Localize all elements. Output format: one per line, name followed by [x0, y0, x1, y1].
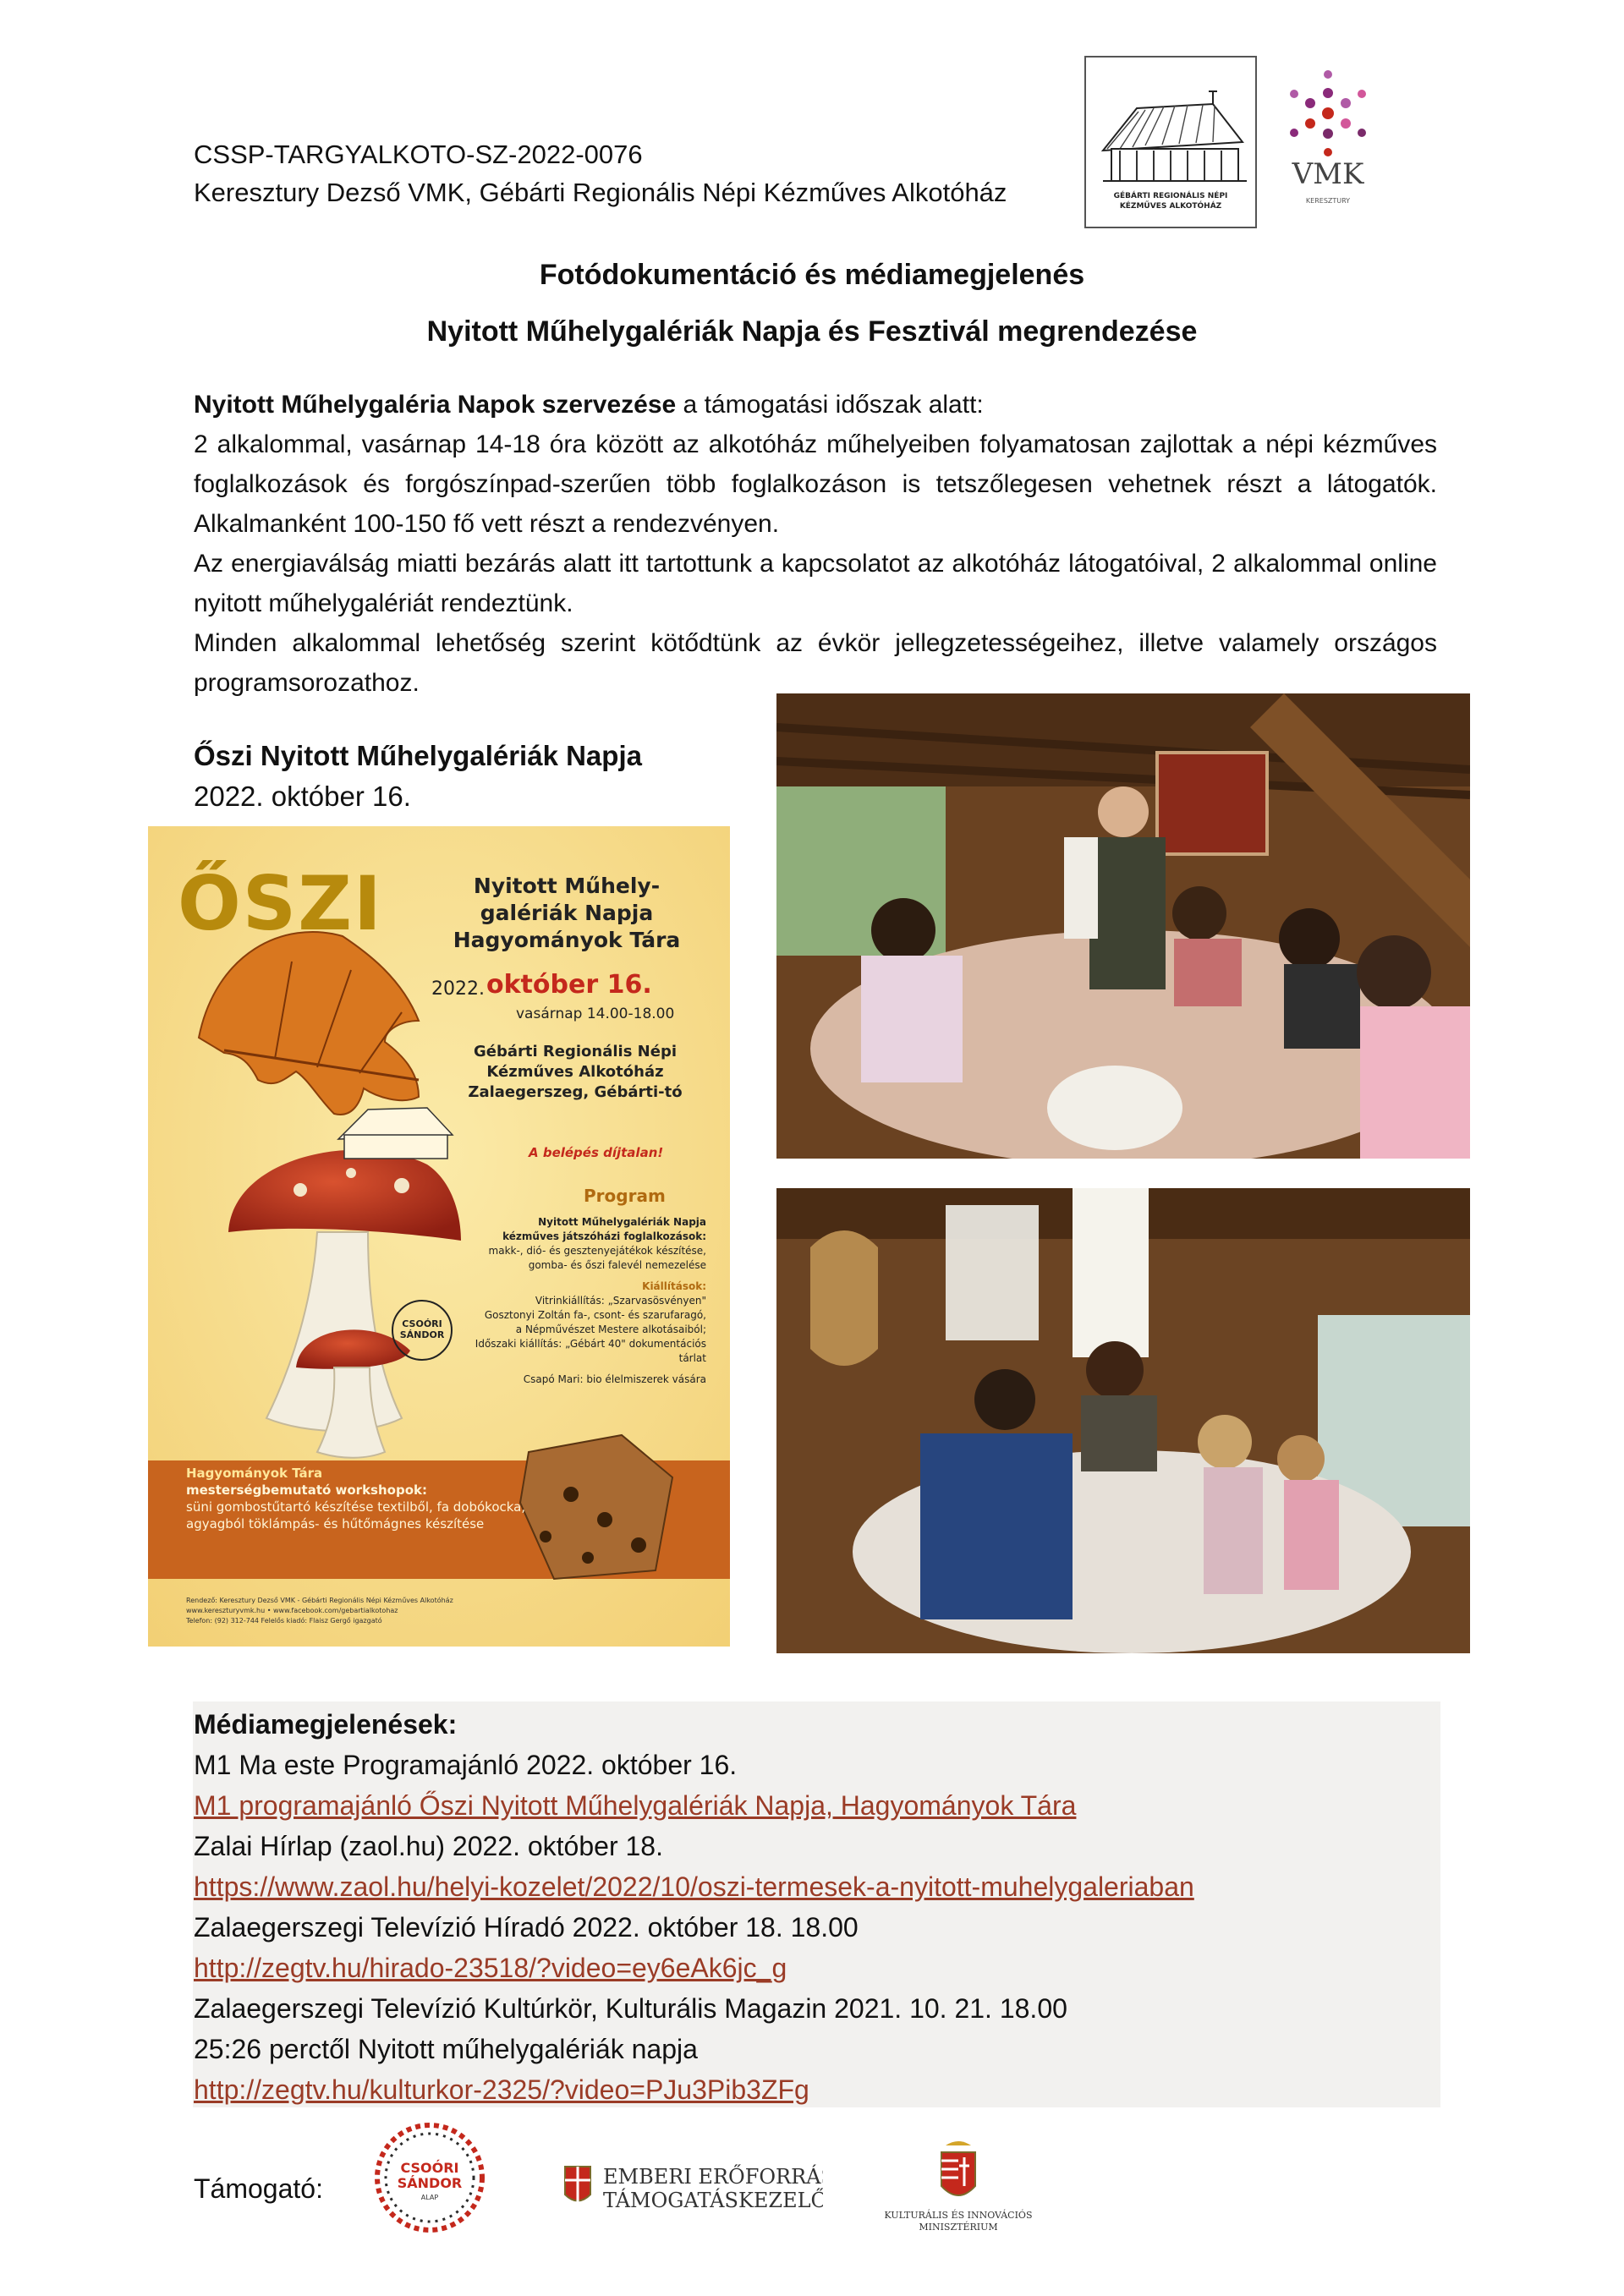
- poster-csoori-badge: CSOÓRI SÁNDOR: [392, 1300, 453, 1361]
- poster-venue-line-3: Zalaegerszeg, Gébárti-tó: [468, 1083, 683, 1101]
- poster-workshops-line-3: süni gombostűtartó készítése textilből, fa dobókocka,: [186, 1499, 526, 1515]
- poster-program: [461, 1215, 706, 1387]
- poster-venue: [448, 1042, 702, 1103]
- csoori-logo-line-1: CSOÓRI: [400, 2160, 459, 2176]
- workshop-photo-2: [776, 1188, 1470, 1653]
- alkotohaz-logo: [1084, 56, 1257, 228]
- title-photo-documentation: Fotódokumentáció és médiamegjelenés: [539, 259, 1085, 291]
- vmk-logo-dot: [1358, 129, 1366, 137]
- event-poster: [148, 826, 730, 1647]
- poster-footer-line-2: www.kereszturyvmk.hu • www.facebook.com/gebartialkotohaz: [186, 1607, 398, 1614]
- organization-name: Keresztury Dezső VMK, Gébárti Regionális Népi Kézműves Alkotóház: [194, 178, 1007, 207]
- poster-big-word: ŐSZI: [178, 860, 383, 947]
- csoori-logo-line-3: ALAP: [420, 2194, 439, 2201]
- emberi-logo-line-2: TÁMOGATÁSKEZELŐ: [603, 2189, 823, 2212]
- poster-venue-line-2: Kézműves Alkotóház: [486, 1063, 664, 1081]
- media-item: Zalaegerszegi Televízió Kultúrkör, Kulturális Magazin 2021. 10. 21. 18.00: [194, 1993, 1067, 2024]
- poster-footer-line-3: Telefon: (92) 312-744 Felelős kiadó: Flaisz Gergő igazgató: [186, 1617, 382, 1625]
- csoori-logo-line-2: SÁNDOR: [397, 2175, 463, 2191]
- vmk-logo-dot: [1358, 90, 1366, 98]
- vmk-logo-dot: [1341, 118, 1351, 129]
- media-link-zegtv-hirado[interactable]: http://zegtv.hu/hirado-23518/?video=ey6eAk6jc_g: [194, 1953, 787, 1983]
- poster-heading-line-3: Hagyományok Tára: [453, 928, 681, 952]
- paragraph-seasonal: Minden alkalommal lehetőség szerint kötődtünk az évkör jellegzetességeihez, illetve valamely országos programsorozathoz.: [194, 629, 1437, 697]
- media-link-zaol[interactable]: https://www.zaol.hu/helyi-kozelet/2022/10/oszi-termesek-a-nyitott-muhelygaleriaban: [194, 1871, 1194, 1902]
- paragraph-intro: [194, 385, 1437, 425]
- poster-program-line-3: makk-, dió- és gesztenyejátékok készítése,: [488, 1245, 706, 1257]
- vmk-logo-dot: [1305, 118, 1315, 129]
- poster-workshops-line-2: mesterségbemutató workshopok:: [186, 1482, 427, 1498]
- kim-logo-line-1: KULTURÁLIS ÉS INNOVÁCIÓS: [884, 2210, 1033, 2221]
- poster-footer-line-1: Rendező: Keresztury Dezső VMK - Gébárti Regionális Népi Kézműves Alkotóház: [186, 1597, 453, 1604]
- vmk-logo-dot: [1290, 90, 1298, 98]
- vmk-logo-text: VMK: [1292, 157, 1364, 191]
- workshop-photo-1: [776, 693, 1470, 1159]
- kim-logo-line-2: MINISZTÉRIUM: [919, 2222, 998, 2233]
- svg-text:GÉBÁRTI REGIONÁLIS NÉPI: GÉBÁRTI REGIONÁLIS NÉPI: [1113, 192, 1228, 200]
- media-link-m1[interactable]: M1 programajánló Őszi Nyitott Műhelygalériák Napja, Hagyományok Tára: [194, 1790, 1077, 1821]
- poster-time: vasárnap 14.00-18.00: [516, 1006, 675, 1022]
- poster-year: 2022.: [431, 978, 485, 1000]
- sponsor-label: Támogató:: [194, 2173, 323, 2204]
- poster-program-line-2: kézműves játszóházi foglalkozások:: [502, 1230, 706, 1242]
- body-text: [194, 385, 1437, 703]
- poster-program-label: Program: [584, 1186, 666, 1206]
- poster-date: október 16.: [486, 970, 652, 1000]
- poster-program-line-4: gomba- és őszi falevél nemezelése: [528, 1259, 706, 1271]
- poster-free-entry: A belépés díjtalan!: [529, 1145, 664, 1160]
- vmk-logo-dot: [1323, 88, 1333, 98]
- poster-workshops-line-1: Hagyományok Tára: [186, 1466, 323, 1481]
- poster-heading-line-1: Nyitott Műhely-: [473, 874, 661, 898]
- media-item: Zalaegerszegi Televízió Híradó 2022. október 18. 18.00: [194, 1912, 859, 1943]
- event-title: Őszi Nyitott Műhelygalériák Napja: [194, 740, 642, 771]
- svg-text:KÉZMŰVES ALKOTÓHÁZ: KÉZMŰVES ALKOTÓHÁZ: [1119, 202, 1222, 211]
- poster-venue-line-1: Gébárti Regionális Népi: [473, 1043, 678, 1060]
- paragraph-energy-crisis: Az energiaválság miatti bezárás alatt itt tartottunk a kapcsolatot az alkotóház látogatóival, 2 alkalommal online nyitott műhelygalériát rendeztünk.: [194, 550, 1437, 617]
- vmk-logo-dot: [1323, 129, 1333, 139]
- poster-exhibition-line-1: Vitrinkiállítás: „Szarvasösvényen": [535, 1295, 706, 1307]
- poster-exhibition-line-4: Időszaki kiállítás: „Gébárt 40" dokumentációs tárlat: [475, 1338, 706, 1364]
- poster-exhibitions-label: Kiállítások:: [642, 1280, 706, 1292]
- paragraph-intro-rest: a támogatási időszak alatt:: [676, 391, 984, 419]
- emberi-eroforras-logo: [561, 2156, 823, 2216]
- poster-exhibition-line-2: Gosztonyi Zoltán fa-, csont- és szarufaragó,: [484, 1309, 706, 1321]
- media-section: [194, 1704, 1194, 2110]
- media-heading: Médiamegjelenések:: [194, 1709, 458, 1740]
- event-date: 2022. október 16.: [194, 781, 411, 812]
- vmk-logo-subtext: KERESZTURY: [1305, 197, 1351, 205]
- poster-workshops-line-4: agyagból töklámpás- és hűtőmágnes készítése: [186, 1516, 485, 1532]
- vmk-logo-dot: [1324, 148, 1332, 156]
- paragraph-intro-bold: Nyitott Műhelygaléria Napok szervezése: [194, 391, 677, 419]
- document-id: CSSP-TARGYALKOTO-SZ-2022-0076: [194, 140, 643, 169]
- vmk-logo-dot: [1322, 107, 1334, 119]
- poster-exhibition-line-3: a Népművészet Mestere alkotásaiból;: [515, 1323, 706, 1335]
- poster-program-line-1: Nyitott Műhelygalériák Napja: [538, 1216, 706, 1228]
- media-link-zegtv-kulturkor[interactable]: http://zegtv.hu/kulturkor-2325/?video=PJu3Pib3ZFg: [194, 2074, 809, 2105]
- emberi-logo-line-1: EMBERI ERŐFORRÁS: [603, 2165, 823, 2189]
- kulturalis-innovacios-miniszterium-logo: [870, 2135, 1047, 2237]
- poster-heading-line-2: galériák Napja: [480, 901, 654, 925]
- vmk-logo-dot: [1305, 98, 1315, 108]
- poster-exhibition-line-5: Csapó Mari: bio élelmiszerek vására: [523, 1373, 706, 1385]
- paragraph-sessions: 2 alkalommal, vasárnap 14-18 óra között az alkotóház műhelyeiben folyamatosan zajlottak a népi kézműves foglalkozások és forgószínpad-szerűen több foglalkozáson is tetszőlegesen vehetnek részt a látogatók. Alkalmanként 100-150 fő vett részt a rendezvényen.: [194, 430, 1437, 538]
- media-item: 25:26 perctől Nyitott műhelygalériák napja: [194, 2034, 698, 2064]
- media-item: M1 Ma este Programajánló 2022. október 16.: [194, 1750, 738, 1780]
- vmk-logo-dot: [1290, 129, 1298, 137]
- poster-workshops: [186, 1465, 525, 1532]
- csoori-sandor-alap-logo: [370, 2118, 489, 2237]
- document-header: [194, 135, 1007, 211]
- vmk-logo-dot: [1341, 98, 1351, 108]
- event-heading: [194, 736, 642, 817]
- poster-heading: [427, 873, 706, 954]
- title-event: Nyitott Műhelygalériák Napja és Fesztivál megrendezése: [426, 315, 1198, 348]
- poster-footer: [186, 1596, 453, 1626]
- media-item: Zalai Hírlap (zaol.hu) 2022. október 18.: [194, 1831, 663, 1861]
- vmk-logo-dot: [1324, 70, 1332, 79]
- vmk-logo: [1277, 69, 1379, 213]
